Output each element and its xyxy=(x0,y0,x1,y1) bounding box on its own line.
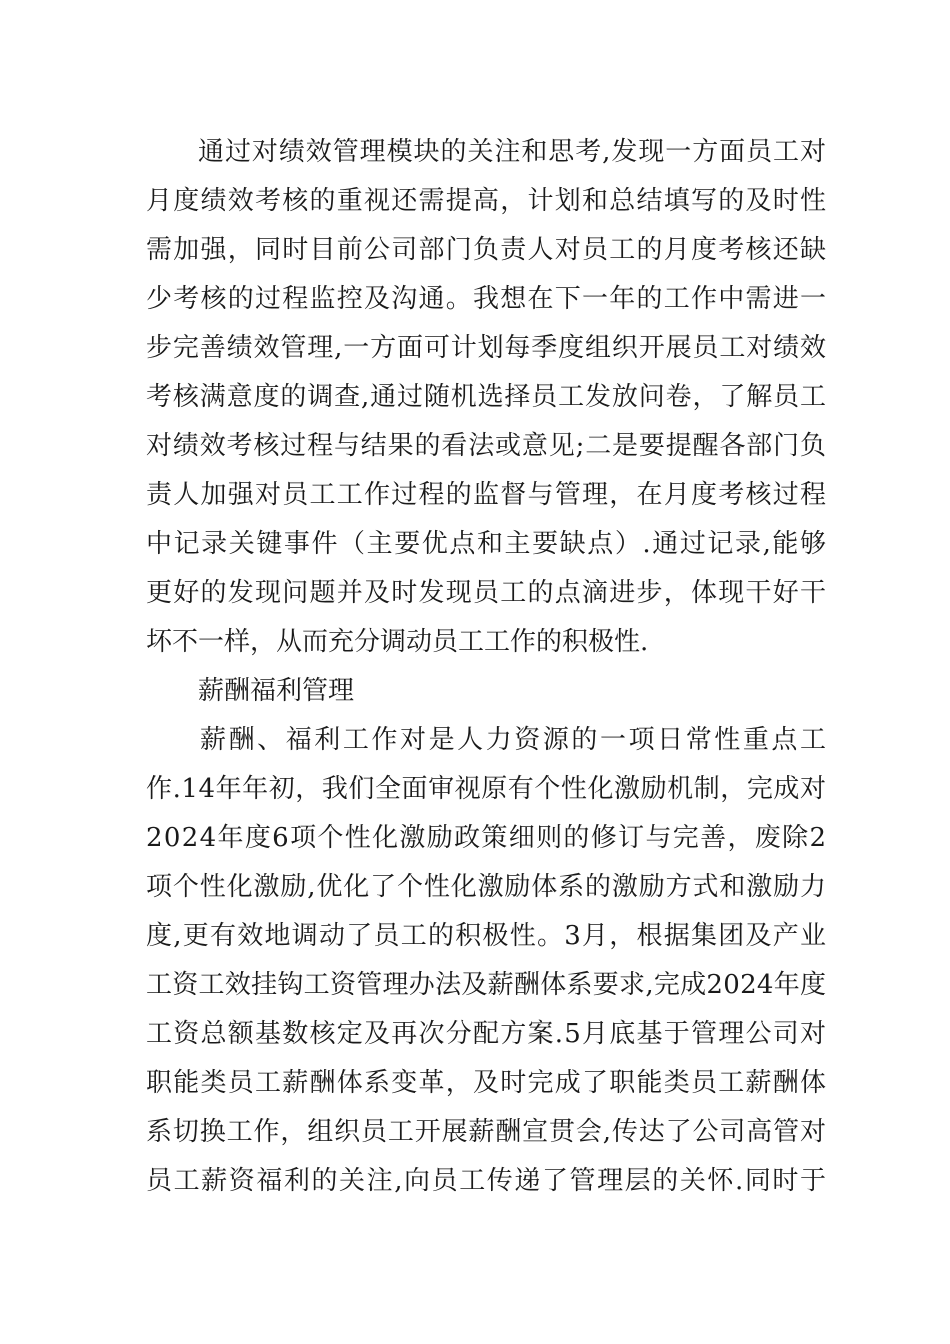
paragraph-2-line xyxy=(0,916,950,956)
paragraph-2-line xyxy=(0,1161,950,1201)
line-text: 工资总额基数核定及再次分配方案.5月底基于管理公司对 xyxy=(146,1019,828,1049)
paragraph-2-line xyxy=(0,867,950,907)
line-text: 薪酬、福利工作对是人力资源的一项日常性重点工 xyxy=(200,725,829,755)
line-text: 需加强，同时目前公司部门负责人对员工的月度考核还缺 xyxy=(146,235,828,265)
paragraph-2-line xyxy=(0,1014,950,1054)
line-text: 考核满意度的调查,通过随机选择员工发放问卷，了解员工 xyxy=(146,382,827,412)
paragraph-1-line xyxy=(0,279,950,319)
paragraph-1-line xyxy=(0,573,950,613)
section-heading xyxy=(0,671,950,711)
paragraph-2-line xyxy=(0,769,950,809)
line-text: 系切换工作，组织员工开展薪酬宣贯会,传达了公司高管对 xyxy=(146,1117,827,1147)
paragraph-2-line xyxy=(0,720,950,760)
paragraph-1-line xyxy=(0,377,950,417)
line-text: 责人加强对员工工作过程的监督与管理，在月度考核过程 xyxy=(146,480,828,510)
line-text: 月度绩效考核的重视还需提高，计划和总结填写的及时性 xyxy=(146,186,828,216)
paragraph-1-line xyxy=(0,622,950,662)
line-text: 工资工效挂钩工资管理办法及薪酬体系要求,完成2024年度 xyxy=(146,970,827,1000)
paragraph-1-line xyxy=(0,181,950,221)
paragraph-1-line xyxy=(0,328,950,368)
paragraph-1-line xyxy=(0,230,950,270)
line-text: 员工薪资福利的关注,向员工传递了管理层的关怀.同时于 xyxy=(146,1166,828,1196)
line-text: 少考核的过程监控及沟通。我想在下一年的工作中需进一 xyxy=(146,284,828,314)
line-text: 步完善绩效管理,一方面可计划每季度组织开展员工对绩效 xyxy=(146,333,827,363)
line-text: 作.14年年初，我们全面审视原有个性化激励机制，完成对 xyxy=(146,774,827,804)
line-text: 更好的发现问题并及时发现员工的点滴进步，体现干好干 xyxy=(146,578,828,608)
section-heading-text: 薪酬福利管理 xyxy=(198,676,355,706)
paragraph-1-line xyxy=(0,475,950,515)
line-text: 通过对绩效管理模块的关注和思考,发现一方面员工对 xyxy=(198,137,827,167)
line-text: 项个性化激励,优化了个性化激励体系的激励方式和激励力 xyxy=(146,872,827,902)
line-text: 对绩效考核过程与结果的看法或意见;二是要提醒各部门负 xyxy=(146,431,827,461)
line-text: 坏不一样，从而充分调动员工工作的积极性. xyxy=(146,627,649,657)
paragraph-2-line xyxy=(0,818,950,858)
paragraph-1-line xyxy=(0,426,950,466)
paragraph-2-line xyxy=(0,1063,950,1103)
line-text: 2024年度6项个性化激励政策细则的修订与完善，废除2 xyxy=(146,823,828,853)
paragraph-1-line xyxy=(0,524,950,564)
line-text: 职能类员工薪酬体系变革，及时完成了职能类员工薪酬体 xyxy=(146,1068,828,1098)
line-text: 中记录关键事件（主要优点和主要缺点）.通过记录,能够 xyxy=(146,529,828,559)
paragraph-1-line xyxy=(0,132,950,172)
paragraph-2-line xyxy=(0,965,950,1005)
paragraph-2-line xyxy=(0,1112,950,1152)
line-text: 度,更有效地调动了员工的积极性。3月，根据集团及产业 xyxy=(146,921,828,951)
